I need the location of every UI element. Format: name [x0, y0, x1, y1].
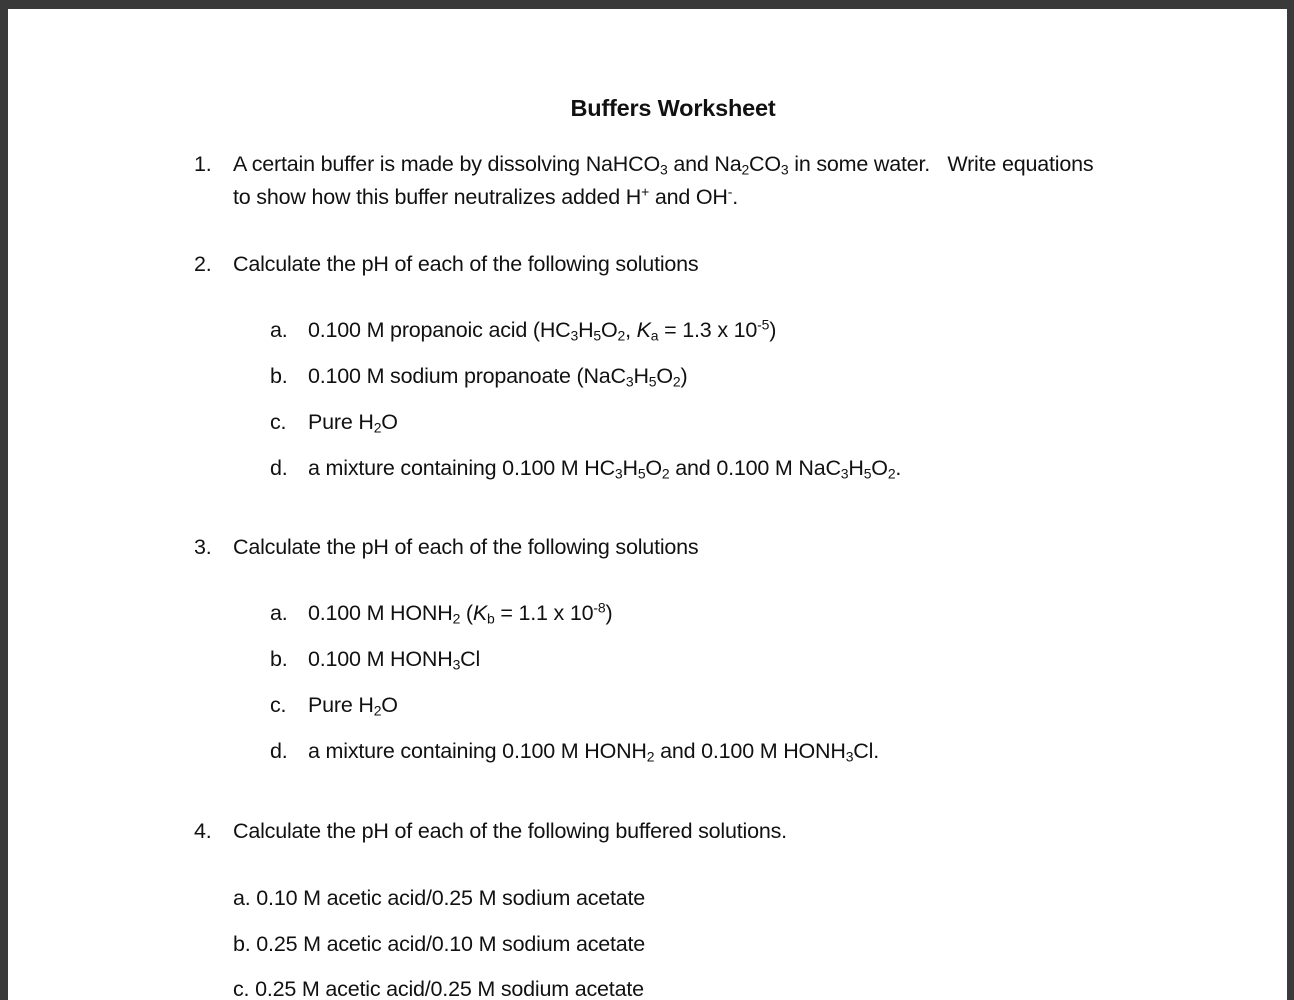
- question-number: 4.: [194, 819, 212, 843]
- question-text: Calculate the pH of each of the following buffered solutions.: [233, 819, 787, 843]
- list-item: c. 0.25 M acetic acid/0.25 M sodium acetate: [233, 977, 644, 1000]
- list-item: a. 0.10 M acetic acid/0.25 M sodium acetate: [233, 886, 646, 910]
- part-text: 0.100 M propanoic acid ($HC_3H_5O_2$, $K_a = 1.3$ x $10^{-5}$): [308, 316, 777, 344]
- part-letter: d.: [270, 456, 288, 480]
- part-text: 0.100 M sodium propanoate $(NaC_3H_5O_2)$: [308, 364, 688, 390]
- part-letter: b.: [270, 647, 288, 671]
- part-text: a mixture containing 0.100 M $HONH_2$ and 0.100 M $HONH_3Cl$.: [308, 739, 879, 765]
- part-letter: a.: [270, 318, 288, 342]
- part-letter: a.: [270, 601, 288, 625]
- part-letter: d.: [270, 739, 288, 763]
- part-letter: c.: [270, 410, 287, 434]
- part-text: Pure $H_2O$: [308, 693, 398, 719]
- part-letter: c.: [270, 693, 287, 717]
- question-text: A certain buffer is made by dissolving NaHCO$_3$ and $Na_2CO_3$ in some water. Write equations: [233, 152, 1094, 178]
- question-text: Calculate the pH of each of the following solutions: [233, 535, 699, 559]
- part-text: 0.100 M $HONH_2$ ($K_b = 1.1$ x $10^{-8}$): [308, 599, 613, 627]
- part-text: 0.100 M $HONH_3Cl$: [308, 647, 481, 673]
- question-number: 2.: [194, 252, 212, 276]
- page-title: Buffers Worksheet: [570, 95, 776, 121]
- question-text: to show how this buffer neutralizes added H+ and OH-.: [233, 183, 738, 209]
- list-item: b. 0.25 M acetic acid/0.10 M sodium acetate: [233, 932, 646, 956]
- part-letter: b.: [270, 364, 288, 388]
- question-number: 1.: [194, 152, 212, 176]
- question-text: Calculate the pH of each of the following solutions: [233, 252, 699, 276]
- question-number: 3.: [194, 535, 212, 559]
- document-page: [8, 9, 1287, 1000]
- part-text: a mixture containing 0.100 M $HC_3H_5O_2$ and 0.100 M $NaC_3H_5O_2$.: [308, 456, 902, 482]
- part-text: Pure $H_2O$: [308, 410, 398, 436]
